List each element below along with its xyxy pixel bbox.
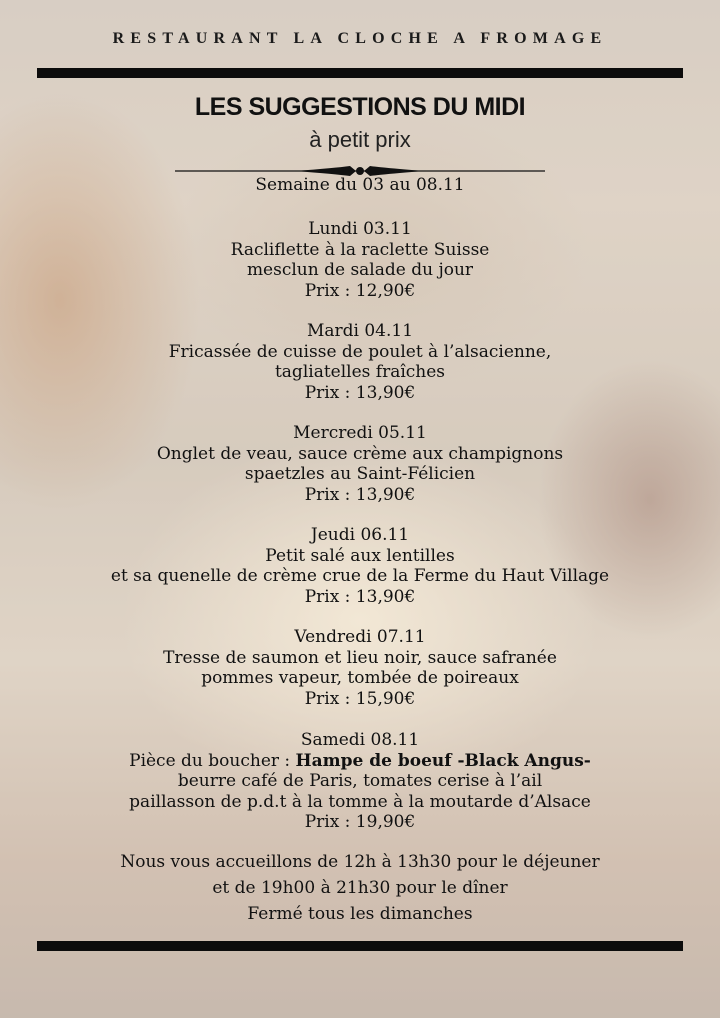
dish-line: Tresse de saumon et lieu noir, sauce safranée: [163, 647, 557, 668]
hours-line: Nous vous accueillons de 12h à 13h30 pour le déjeuner: [120, 852, 600, 872]
menu-day-monday: [0, 219, 720, 301]
price: Prix : 19,90€: [304, 812, 416, 832]
dish-line: Fricassée de cuisse de poulet à l’alsacienne,: [168, 341, 552, 362]
day-label: Lundi 03.11: [308, 219, 412, 239]
day-label: Jeudi 06.11: [310, 525, 410, 545]
hours-line: Fermé tous les dimanches: [247, 904, 473, 924]
day-label: Mercredi 05.11: [293, 423, 427, 443]
price: Prix : 13,90€: [304, 484, 416, 505]
week-label: Semaine du 03 au 08.11: [255, 175, 465, 195]
dish-line: tagliatelles fraîches: [274, 362, 446, 382]
restaurant-name: RESTAURANT LA CLOCHE A FROMAGE: [112, 30, 608, 47]
top-divider-bar: [37, 68, 683, 78]
dish-line: Petit salé aux lentilles: [265, 545, 455, 566]
menu-day-tuesday: [0, 321, 720, 403]
bottom-divider-bar: [37, 941, 683, 951]
dish-line: Onglet de veau, sauce crème aux champignons: [156, 443, 564, 464]
menu-day-thursday: [0, 525, 720, 607]
price: Prix : 13,90€: [304, 382, 416, 403]
menu-day-friday: [0, 627, 720, 709]
menu-day-wednesday: [0, 423, 720, 505]
dish-prefix: Pièce du boucher :: [129, 750, 296, 771]
dish-line: spaetzles au Saint-Félicien: [244, 464, 476, 484]
opening-hours: [0, 849, 720, 927]
page-title: LES SUGGESTIONS DU MIDI: [194, 93, 526, 121]
day-label: Vendredi 07.11: [294, 627, 426, 647]
price: Prix : 12,90€: [304, 280, 416, 301]
dish-line: et sa quenelle de crème crue de la Ferme du Haut Village: [110, 566, 610, 586]
price: Prix : 13,90€: [304, 586, 416, 607]
day-label: Mardi 04.11: [306, 321, 414, 341]
hours-line: et de 19h00 à 21h30 pour le dîner: [212, 878, 508, 898]
dish-line: mesclun de salade du jour: [246, 260, 474, 280]
dish-line: pommes vapeur, tombée de poireaux: [201, 668, 519, 688]
dish-highlight: Hampe de boeuf -Black Angus-: [295, 750, 591, 771]
day-label: Samedi 08.11: [300, 730, 420, 750]
menu-day-saturday: [0, 730, 720, 833]
dish-line: [0, 751, 720, 772]
dish-line: paillasson de p.d.t à la tomme à la moutarde d’Alsace: [129, 791, 591, 812]
dish-line: beurre café de Paris, tomates cerise à l’ail: [177, 771, 543, 791]
price: Prix : 15,90€: [304, 688, 416, 709]
dish-line: Racliflette à la raclette Suisse: [230, 239, 490, 260]
subtitle: à petit prix: [309, 127, 411, 152]
